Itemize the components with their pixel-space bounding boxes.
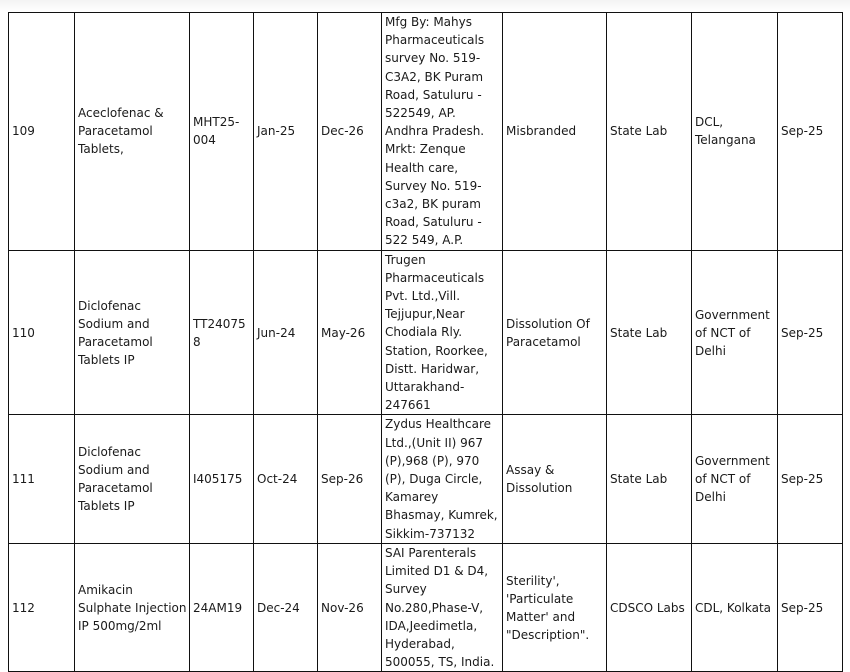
- testing-lab-cell: State Lab: [607, 415, 692, 543]
- reported-by-cell: Government of NCT of Delhi: [692, 415, 778, 543]
- nsq-reason-cell: Dissolution Of Paracetamol: [503, 250, 607, 415]
- reported-by-cell: CDL, Kolkata: [692, 543, 778, 671]
- manufacturer-cell: Trugen Pharmaceuticals Pvt. Ltd.,Vill. Tejjupur,Near Chodiala Rly. Station, Roorkee, Distt. Haridwar, Uttarakhand-247661: [382, 250, 503, 415]
- manufacturing-date-cell: Jun-24: [254, 250, 318, 415]
- report-month-cell: Sep-25: [778, 250, 843, 415]
- serial-number-cell: 111: [9, 415, 75, 543]
- drug-alert-table: [8, 12, 843, 672]
- manufacturing-date-cell: Jan-25: [254, 13, 318, 251]
- expiry-date-cell: Sep-26: [318, 415, 382, 543]
- manufacturing-date-cell: Dec-24: [254, 543, 318, 671]
- expiry-date-cell: Dec-26: [318, 13, 382, 251]
- nsq-reason-cell: Misbranded: [503, 13, 607, 251]
- table-row: [9, 415, 843, 543]
- batch-number-cell: 24AM19: [190, 543, 254, 671]
- report-month-cell: Sep-25: [778, 13, 843, 251]
- table-row: [9, 543, 843, 671]
- serial-number-cell: 112: [9, 543, 75, 671]
- drug-name-cell: Aceclofenac & Paracetamol Tablets,: [75, 13, 190, 251]
- manufacturer-cell: Zydus Healthcare Ltd.,(Unit II) 967 (P),968 (P), 970 (P), Duga Circle, Kamarey Bhasmay, Kumrek, Sikkim-737132: [382, 415, 503, 543]
- serial-number-cell: 110: [9, 250, 75, 415]
- batch-number-cell: I405175: [190, 415, 254, 543]
- testing-lab-cell: CDSCO Labs: [607, 543, 692, 671]
- drug-name-cell: Diclofenac Sodium and Paracetamol Tablets IP: [75, 250, 190, 415]
- nsq-reason-cell: Assay & Dissolution: [503, 415, 607, 543]
- manufacturer-cell: SAI Parenterals Limited D1 & D4, Survey No.280,Phase-V, IDA,Jeedimetla, Hyderabad, 500055, TS, India.: [382, 543, 503, 671]
- testing-lab-cell: State Lab: [607, 250, 692, 415]
- manufacturing-date-cell: Oct-24: [254, 415, 318, 543]
- batch-number-cell: MHT25-004: [190, 13, 254, 251]
- expiry-date-cell: Nov-26: [318, 543, 382, 671]
- table-row: [9, 13, 843, 251]
- manufacturer-cell: Mfg By: Mahys Pharmaceuticals survey No. 519-C3A2, BK Puram Road, Satuluru - 522549, AP. Andhra Pradesh. Mrkt: Zenque Health care, Survey No. 519-c3a2, BK puram Road, Satuluru - 522 549, A.P.: [382, 13, 503, 251]
- batch-number-cell: TT240758: [190, 250, 254, 415]
- drug-name-cell: Amikacin Sulphate Injection IP 500mg/2ml: [75, 543, 190, 671]
- nsq-reason-cell: Sterility', 'Particulate Matter' and "Description".: [503, 543, 607, 671]
- report-month-cell: Sep-25: [778, 543, 843, 671]
- serial-number-cell: 109: [9, 13, 75, 251]
- report-month-cell: Sep-25: [778, 415, 843, 543]
- expiry-date-cell: May-26: [318, 250, 382, 415]
- reported-by-cell: Government of NCT of Delhi: [692, 250, 778, 415]
- drug-alert-table-sheet: [8, 12, 842, 670]
- table-row: [9, 250, 843, 415]
- drug-name-cell: Diclofenac Sodium and Paracetamol Tablets IP: [75, 415, 190, 543]
- reported-by-cell: DCL, Telangana: [692, 13, 778, 251]
- testing-lab-cell: State Lab: [607, 13, 692, 251]
- page-top-shadow: [0, 0, 850, 12]
